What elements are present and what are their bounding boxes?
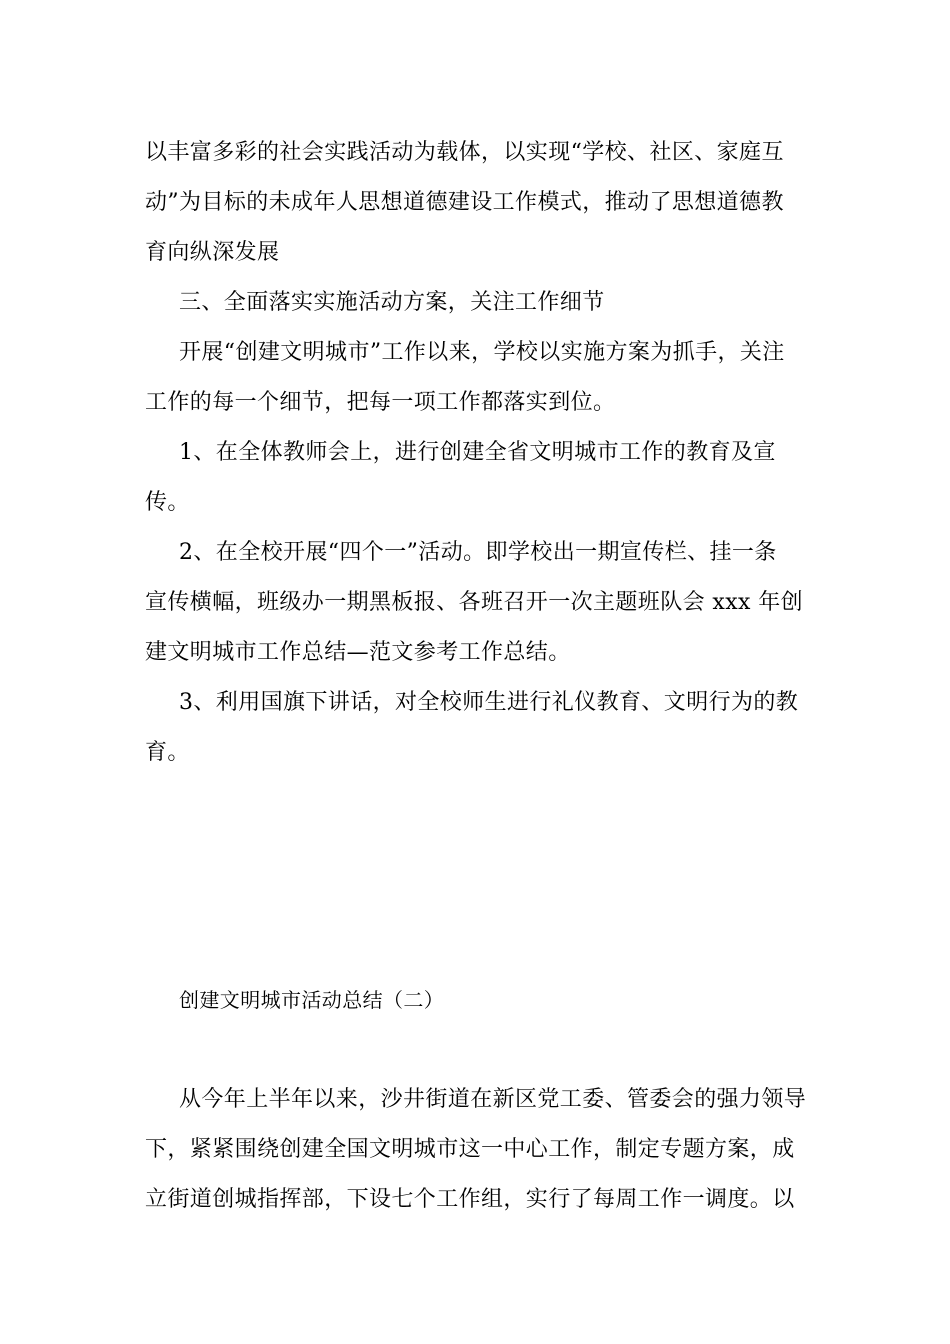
paragraph-1-line-1: 以丰富多彩的社会实践活动为载体，以实现“学校、社区、家庭互 — [145, 140, 784, 165]
item-3-line-2: 育。 — [145, 740, 190, 765]
paragraph-1-line-2: 动”为目标的未成年人思想道德建设工作模式，推动了思想道德教 — [145, 190, 784, 215]
item-2-line-3: 建文明城市工作总结—范文参考工作总结。 — [145, 640, 571, 665]
paragraph-2-line-1: 开展“创建文明城市”工作以来，学校以实施方案为抓手，关注 — [179, 340, 785, 365]
paragraph-2-line-2: 工作的每一个细节，把每一项工作都落实到位。 — [145, 390, 616, 415]
paragraph-1-line-3: 育向纵深发展 — [145, 240, 280, 265]
item-2-line-1: 2、在全校开展“四个一”活动。即学校出一期宣传栏、挂一条 — [179, 540, 777, 565]
paragraph-3-line-2: 下，紧紧围绕创建全国文明城市这一中心工作，制定专题方案，成 — [145, 1137, 795, 1162]
item-3-line-1: 3、利用国旗下讲话，对全校师生进行礼仪教育、文明行为的教 — [179, 690, 799, 715]
item-2-line-2: 宣传横幅，班级办一期黑板报、各班召开一次主题班队会 xxx 年创 — [145, 590, 804, 615]
paragraph-3-line-3: 立街道创城指挥部，下设七个工作组，实行了每周工作一调度。以 — [145, 1187, 795, 1212]
section-heading: 三、全面落实实施活动方案，关注工作细节 — [179, 290, 605, 315]
second-title: 创建文明城市活动总结（二） — [179, 988, 445, 1012]
item-1-line-1: 1、在全体教师会上，进行创建全省文明城市工作的教育及宣 — [179, 440, 776, 465]
item-1-line-2: 传。 — [145, 490, 190, 515]
paragraph-3-line-1: 从今年上半年以来，沙井街道在新区党工委、管委会的强力领导 — [179, 1087, 807, 1112]
